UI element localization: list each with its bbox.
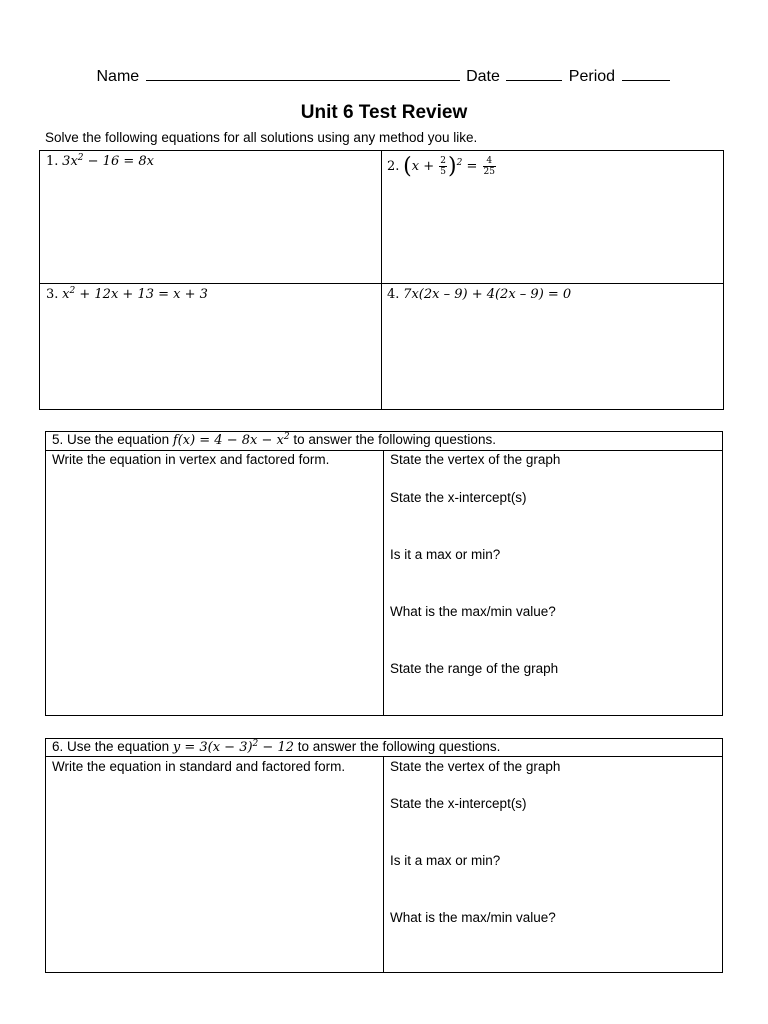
date-blank[interactable]: [506, 66, 562, 81]
grid-divider-horizontal: [39, 283, 724, 284]
period-label: Period: [568, 68, 616, 85]
student-info-line: [0, 66, 768, 86]
problem-3-equation: $x^2 + 12x + 13 = x + 3$: [62, 286, 208, 302]
name-blank[interactable]: [146, 66, 460, 81]
period-blank[interactable]: [622, 66, 670, 81]
problem-4-equation: 7x(2x – 9) + 4(2x – 9) = 0: [403, 287, 572, 302]
q5-range: State the range of the graph: [390, 661, 559, 676]
date-label: Date: [466, 68, 500, 85]
grid-divider-vertical: [381, 150, 382, 410]
q5-max-min-value: What is the max/min value?: [390, 604, 556, 619]
problem-1-equation: $3x^2 - 16 = 8x$: [62, 153, 154, 169]
problem-3[interactable]: [46, 286, 208, 302]
q6-vertex: State the vertex of the graph: [390, 759, 561, 774]
page-title: Unit 6 Test Review: [300, 102, 468, 123]
problem-1[interactable]: [46, 153, 154, 169]
problem-4-number: 4.: [387, 287, 400, 302]
q5-function: $f(x) = 4 - 8x - x^2$: [172, 432, 290, 448]
q6-x-intercepts: State the x-intercept(s): [390, 796, 527, 811]
q6-max-min: Is it a max or min?: [390, 853, 501, 868]
q6-column-divider: [383, 756, 384, 973]
q5-max-min: Is it a max or min?: [390, 547, 501, 562]
q5-left-prompt: Write the equation in vertex and factored form.: [52, 452, 330, 467]
instructions: Solve the following equations for all solutions using any method you like.: [45, 130, 478, 145]
q5-header-divider: [45, 450, 723, 451]
q6-function: $y = 3(x - 3)^2 - 12$: [172, 739, 294, 755]
problem-2-equation: (x + $\frac{2}{5}$ )$^2$ = $\frac{4}{25}$: [403, 154, 495, 179]
problem-1-number: 1.: [46, 154, 59, 169]
q5-vertex: State the vertex of the graph: [390, 452, 561, 467]
problem-2[interactable]: [387, 154, 497, 179]
problem-4[interactable]: [387, 286, 571, 302]
q5-x-intercepts: State the x-intercept(s): [390, 490, 527, 505]
q5-prompt: 5. Use the equation $f(x) = 4 - 8x - x^2$ to answer the following questions.: [52, 432, 496, 448]
q6-prompt: 6. Use the equation $y = 3(x - 3)^2 - 12$ to answer the following questions.: [52, 739, 501, 755]
problem-2-number: 2.: [387, 159, 400, 174]
problem-3-number: 3.: [46, 287, 59, 302]
q6-max-min-value: What is the max/min value?: [390, 910, 556, 925]
q6-header-divider: [45, 756, 723, 757]
q6-left-prompt: Write the equation in standard and factored form.: [52, 759, 346, 774]
q5-column-divider: [383, 450, 384, 716]
q5-box: [45, 431, 723, 716]
name-label: Name: [96, 68, 140, 85]
